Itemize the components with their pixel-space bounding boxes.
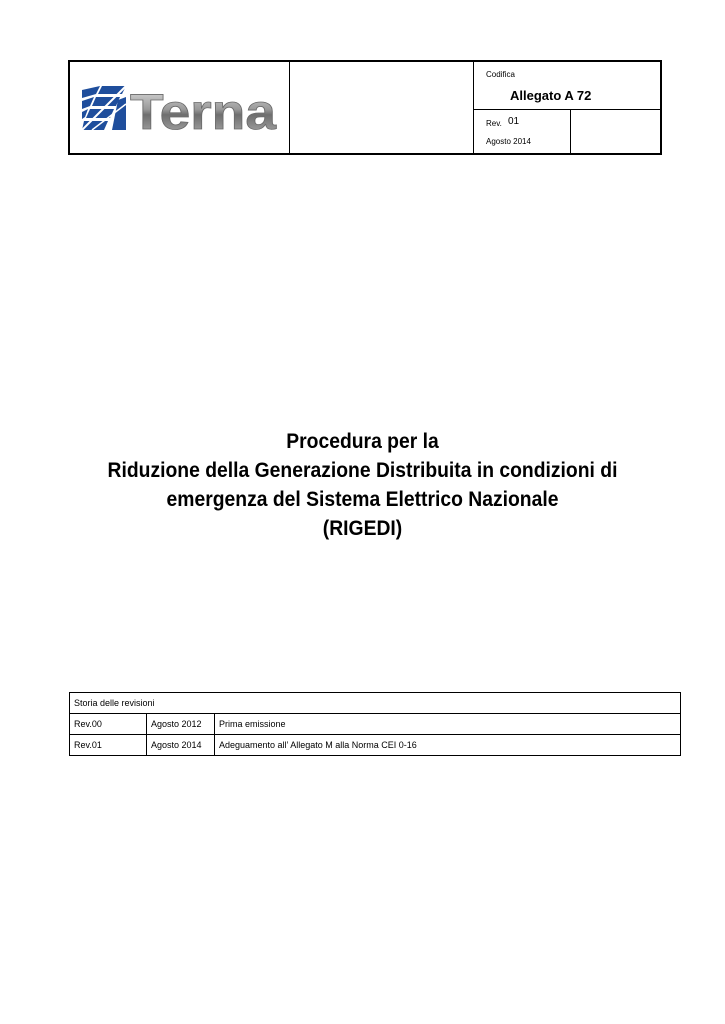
- revision-date: Agosto 2014: [147, 735, 215, 756]
- table-row: [70, 714, 681, 735]
- rev-value: 01: [508, 116, 520, 127]
- revision-description: Adeguamento all’ Allegato M alla Norma CEI 0-16: [215, 735, 681, 756]
- table-row: [70, 735, 681, 756]
- revision-history-heading: Storia delle revisioni: [70, 693, 681, 714]
- header-empty-cell: [571, 110, 660, 153]
- header-meta: [474, 62, 660, 153]
- logo-cell: [70, 62, 290, 153]
- terna-logo: [82, 84, 278, 134]
- grid-icon: [82, 86, 126, 130]
- rev-label: Rev.: [486, 119, 502, 128]
- codifica-cell: [474, 62, 660, 110]
- title-line: emergenza del Sistema Elettrico Nazionale: [166, 488, 559, 511]
- header-blank-cell: [289, 62, 474, 153]
- logo-wordmark: Terna: [130, 84, 278, 134]
- rev-date: Agosto 2014: [486, 137, 531, 146]
- document-header: [68, 60, 662, 155]
- revision-cell: [474, 110, 571, 153]
- revision-number: Rev.00: [70, 714, 147, 735]
- title-line: Riduzione della Generazione Distribuita in condizioni di: [107, 459, 618, 482]
- document-title: [66, 427, 659, 543]
- revision-number: Rev.01: [70, 735, 147, 756]
- title-line: Procedura per la: [286, 430, 439, 453]
- revision-history-table: [69, 692, 681, 756]
- table-header-row: [70, 693, 681, 714]
- codifica-value: Allegato A 72: [510, 88, 592, 103]
- revision-description: Prima emissione: [215, 714, 681, 735]
- revision-date: Agosto 2012: [147, 714, 215, 735]
- title-line: (RIGEDI): [322, 517, 403, 540]
- codifica-label: Codifica: [486, 70, 515, 79]
